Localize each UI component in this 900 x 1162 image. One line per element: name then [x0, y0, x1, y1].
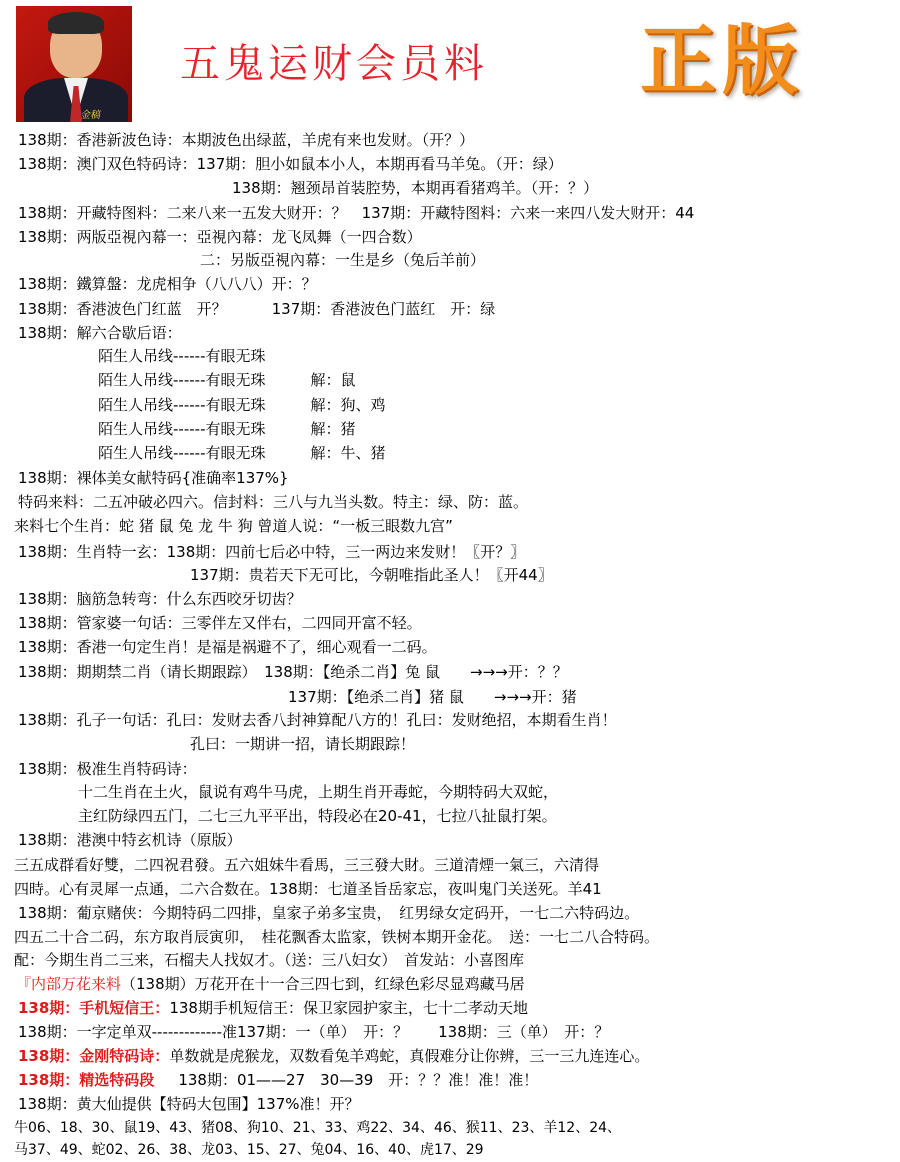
text-line: 四時。心有灵犀一点通，二六合数在。138期：七道圣旨岳家忘，夜叫鬼门关送死。羊41 [14, 880, 602, 898]
text-line: 配：今期生肖二三来，石榴夫人找奴才。（送：三八妇女） 首发站：小喜图库 [14, 951, 525, 969]
text-line: 138期：生肖特一玄：138期：四前七后必中特，三一两边来发财！〖开？〗 [18, 543, 526, 561]
text-line: 138期：香港波色门红蓝 开？ 137期：香港波色门蓝红 开：绿 [18, 300, 496, 318]
red-label: 138期：精选特码段 [18, 1071, 155, 1089]
text-line: 陌生人吊线------有眼无珠 解：牛、猪 [98, 444, 386, 462]
text-line: 孔曰：一期讲一招，请长期跟踪！ [190, 735, 416, 753]
text-line: 138期：两版亞視內幕一：亞視內幕：龙飞凤舞（一四合数） [18, 228, 422, 246]
page-title: 五鬼运财会员料 [180, 41, 488, 87]
text-line: 陌生人吊线------有眼无珠 [98, 347, 266, 365]
number-list-line: 牛06、18、30、鼠19、43、猪08、狗10、21、33、鸡22、34、46、猴11、23、羊12、24、 [14, 1120, 622, 1136]
line-tail: （138期）万花开在十一合三四七到，红绿色彩尽显鸡藏马居 [121, 975, 525, 993]
text-line: 138期：开藏特图料：二来八来一五发大财开：？ 137期：开藏特图料：六来一来四八发大财开：44 [18, 204, 695, 222]
text-line: 138期：脑筋急转弯：什么东西咬牙切齿？ [18, 590, 302, 608]
text-line: 二：另版亞視內幕：一生是乡（兔后羊前） [200, 251, 486, 269]
genuine-stamp: 正版 [640, 16, 804, 105]
text-line: 陌生人吊线------有眼无珠 解：鼠 [98, 371, 356, 389]
text-line [18, 999, 528, 1017]
text-line: 138期：葡京赌侠：今期特码二四排，皇家子弟多宝贵， 红男绿女定码开，一七二六特码边。 [18, 904, 640, 922]
text-line: 138期：香港一句定生肖！是福是祸避不了，细心观看一二码。 [18, 638, 437, 656]
text-line [16, 975, 525, 993]
text-line [18, 1071, 538, 1089]
text-line: 四五二十合二码，东方取肖辰寅卯， 桂花飘香太监家，铁树本期开金花。 送：一七二八合特码。 [14, 928, 660, 946]
text-line: 138期：香港新波色诗：本期波色出绿蓝，羊虎有来也发财。（开？） [18, 131, 475, 149]
text-line: 来料七个生肖：蛇 猪 鼠 兔 龙 牛 狗 曾道人说：“一板三眼数九宫” [14, 517, 453, 535]
line-tail: 单数就是虎猴龙，双数看兔羊鸡蛇，真假难分让你辨，三一三九连连心。 [169, 1047, 650, 1065]
text-line: 陌生人吊线------有眼无珠 解：猪 [98, 420, 356, 438]
number-list-line: 马37、49、蛇02、26、38、龙03、15、27、兔04、16、40、虎17、29 [14, 1142, 484, 1158]
line-tail: 138期：01——27 30—39 开：？？准！准！准！ [178, 1071, 539, 1089]
text-line: 主红防绿四五门，二七三九平平出，特段必在20-41，七拉八扯鼠打架。 [78, 807, 557, 825]
text-line: 138期：黄大仙提供【特码大包围】137%准！开？ [18, 1095, 360, 1113]
text-line: 陌生人吊线------有眼无珠 解：狗、鸡 [98, 396, 386, 414]
text-line [18, 1047, 649, 1065]
text-line: 138期：港澳中特玄机诗（原版） [18, 831, 242, 849]
avatar-signature: 金稿 [80, 110, 100, 121]
text-line: 138期：期期禁二肖（请长期跟踪） 138期：【绝杀二肖】兔 鼠 →→→开：？？ [18, 663, 568, 681]
avatar-photo [16, 6, 132, 122]
text-line: 138期：澳门双色特码诗：137期：胆小如鼠本小人，本期再看马羊兔。（开：绿） [18, 155, 563, 173]
text-line: 特码来料：二五冲破必四六。信封料：三八与九当头数。特主：绿、防：蓝。 [18, 493, 529, 511]
text-line: 138期：极准生肖特码诗： [18, 760, 197, 778]
text-line: 138期：鐵算盤：龙虎相争（八八八）开：？ [18, 275, 317, 293]
text-line: 138期：裸体美女献特码{准确率137%} [18, 469, 289, 487]
text-line: 137期：贵若天下无可比，今朝唯指此圣人！〖开44〗 [190, 566, 553, 584]
red-label: 『内部万花来料 [16, 975, 122, 993]
text-line: 138期：解六合歇后语： [18, 324, 182, 342]
text-line: 137期：【绝杀二肖】猪 鼠 →→→开：猪 [288, 688, 577, 706]
red-label: 138期：金刚特码诗： [18, 1047, 170, 1065]
text-line: 138期：翘颈昂首装腔势，本期再看猪鸡羊。（开：？） [232, 179, 599, 197]
text-line: 138期：孔子一句话：孔曰：发财去香八封神算配八方的！孔曰：发财绝招，本期看生肖！ [18, 711, 617, 729]
text-line: 三五成群看好雙，二四祝君發。五六姐妹牛看馬，三三發大財。三道清煙一氣三，六清得 [14, 856, 600, 874]
text-line: 十二生肖在土火，鼠说有鸡牛马虎，上期生肖开毒蛇，今期特码大双蛇， [78, 783, 559, 801]
text-line: 138期：管家婆一句话：三零伴左又伴右，二四同开富不轻。 [18, 614, 422, 632]
text-line: 138期：一字定单双-------------准137期：一（单） 开：？ 138期：三（单） 开：？ [18, 1023, 610, 1041]
red-label: 138期：手机短信王： [18, 999, 170, 1017]
line-tail: 138期手机短信王：保卫家园护家主，七十二孝动天地 [169, 999, 528, 1017]
